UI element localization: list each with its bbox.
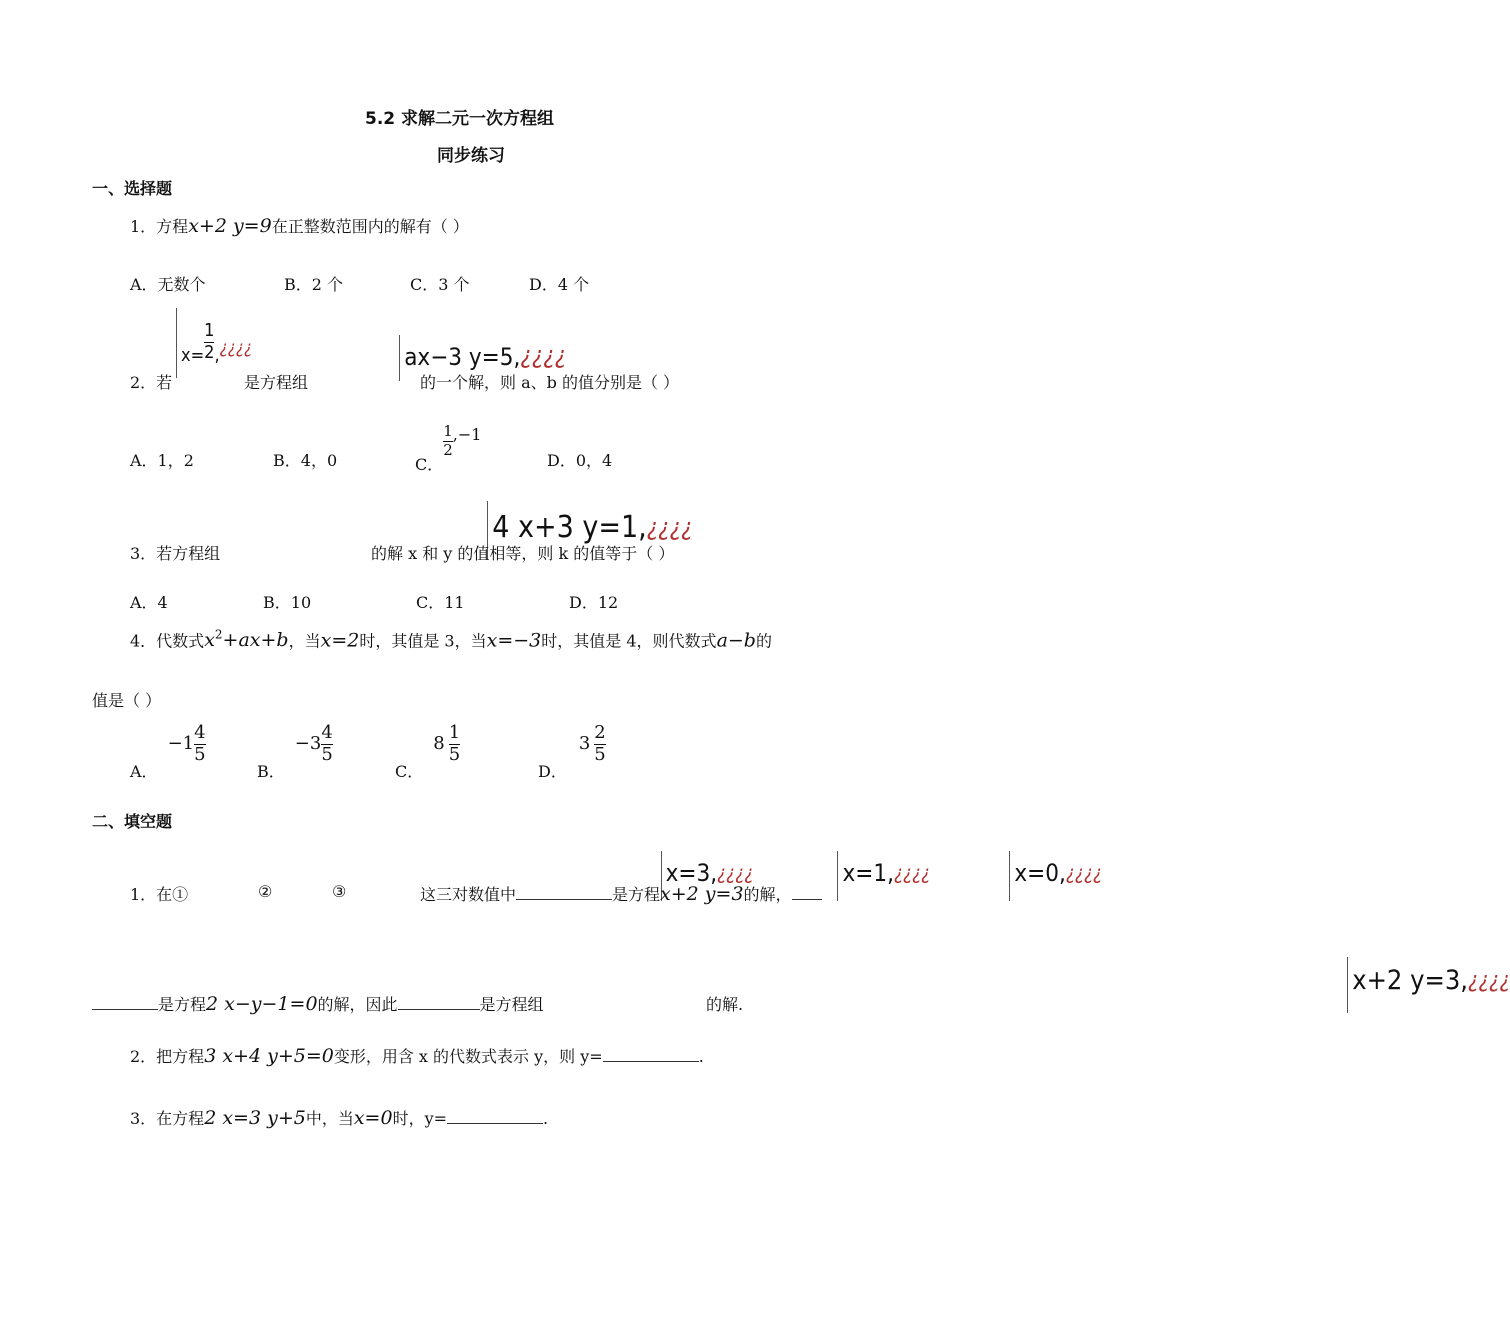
f1-circle-2: ② <box>258 882 273 901</box>
q2-solution-x: x= <box>181 345 205 367</box>
q3-option-d[interactable]: D．12 <box>569 593 619 612</box>
section-choice-heading: 一、选择题 <box>92 179 173 198</box>
fill-2: 2．把方程3 x+4 y+5=0变形，用含 x 的代数式表示 y，则 y= . <box>130 1045 704 1067</box>
question-4-line1: 4．代数式$x^2+ax+b$，当x=2时，其值是 3，当x=−3时，其值是 4，则代数式a−b的 <box>130 628 772 652</box>
f3-blank[interactable] <box>447 1109 543 1124</box>
f1-blank-3[interactable] <box>398 995 480 1010</box>
q3-option-a[interactable]: A．4 <box>130 593 168 612</box>
q4-option-d[interactable]: D．3 $\frac{2}{5}$ <box>538 722 606 781</box>
q2-suffix: 的一个解，则 a、b 的值分别是（ ） <box>420 373 680 392</box>
q2-garbled-glyphs: ¿¿¿¿ <box>219 338 253 359</box>
q3-option-b[interactable]: B．10 <box>263 593 312 612</box>
f1-prefix: 1．在① <box>130 885 189 904</box>
q2-mid-text: 是方程组 <box>244 373 309 392</box>
q3-prefix: 3．若方程组 <box>130 544 221 563</box>
q1-suffix: 在正整数范围内的解有（ ） <box>271 217 469 236</box>
page-title: 5.2 求解二元一次方程组 <box>365 109 555 129</box>
f1-circle-3: ③ <box>332 882 347 901</box>
question-1 <box>130 214 469 237</box>
q4-option-b[interactable]: B．−3 $\frac{4}{5}$ <box>257 722 333 781</box>
q1-equation: x+2 y=9 <box>188 215 272 237</box>
q1-option-b[interactable]: B．2 个 <box>284 275 344 294</box>
question-4-line2: 值是（ ） <box>92 691 162 710</box>
q1-option-c[interactable]: C．3 个 <box>410 275 470 294</box>
q4-option-a[interactable]: A．−1 $\frac{4}{5}$ <box>130 722 206 781</box>
q1-prefix: 1．方程 <box>130 217 189 236</box>
q3-suffix: 的解 x 和 y 的值相等，则 k 的值等于（ ） <box>371 544 675 563</box>
page-subtitle: 同步练习 <box>437 146 505 166</box>
section-fill-heading: 二、填空题 <box>92 812 173 831</box>
q2-option-b[interactable]: B．4，0 <box>273 451 338 470</box>
f1-pair-3: $x=0,_{¿¿¿¿}$ <box>1009 851 1102 901</box>
f1-line1-text: 这三对数值中 是方程x+2 y=3的解， <box>420 882 822 905</box>
q3-option-c[interactable]: C．11 <box>416 593 465 612</box>
q2-solution-system: x= $\frac{1}{2}$ ,¿¿¿¿ <box>176 308 252 378</box>
q1-option-a[interactable]: A．无数个 <box>130 275 206 294</box>
f1-blank-2a[interactable] <box>792 885 822 900</box>
f1-equation-system: x+2 $y=3,_{¿¿¿¿}$ <box>1347 957 1510 1013</box>
f1-end: 的解. <box>706 995 744 1014</box>
f1-pair-1: $x=3,_{¿¿¿¿}$ <box>661 851 754 901</box>
q2-solution-fraction: $\frac{1}{2}$ <box>204 320 215 363</box>
f1-pair-2: $x=1,_{¿¿¿¿}$ <box>837 851 930 901</box>
f1-blank-1[interactable] <box>516 885 612 900</box>
f1-blank-2b[interactable] <box>92 995 158 1010</box>
fill-3: 3．在方程2 x=3 y+5中，当x=0时，y= . <box>130 1107 549 1129</box>
q1-option-d[interactable]: D．4 个 <box>529 275 590 294</box>
f1-line2-text: 是方程2 x−y−1=0的解，因此 是方程组 <box>92 992 544 1015</box>
q3-equation-system: 4 x+3 $y=1,_{¿¿¿¿}$ <box>487 501 692 559</box>
q2-option-a[interactable]: A．1，2 <box>130 451 194 470</box>
q2-option-d[interactable]: D．0，4 <box>547 451 613 470</box>
q2-equation-system: ax−3 y=5,¿¿¿¿ <box>399 335 566 381</box>
q4-option-c[interactable]: C．8 $\frac{1}{5}$ <box>395 722 461 781</box>
q2-prefix: 2．若 <box>130 373 173 392</box>
f2-blank[interactable] <box>603 1047 699 1062</box>
q2-option-c[interactable]: C． $\frac{1}{2}$ ,−1 <box>415 422 482 474</box>
